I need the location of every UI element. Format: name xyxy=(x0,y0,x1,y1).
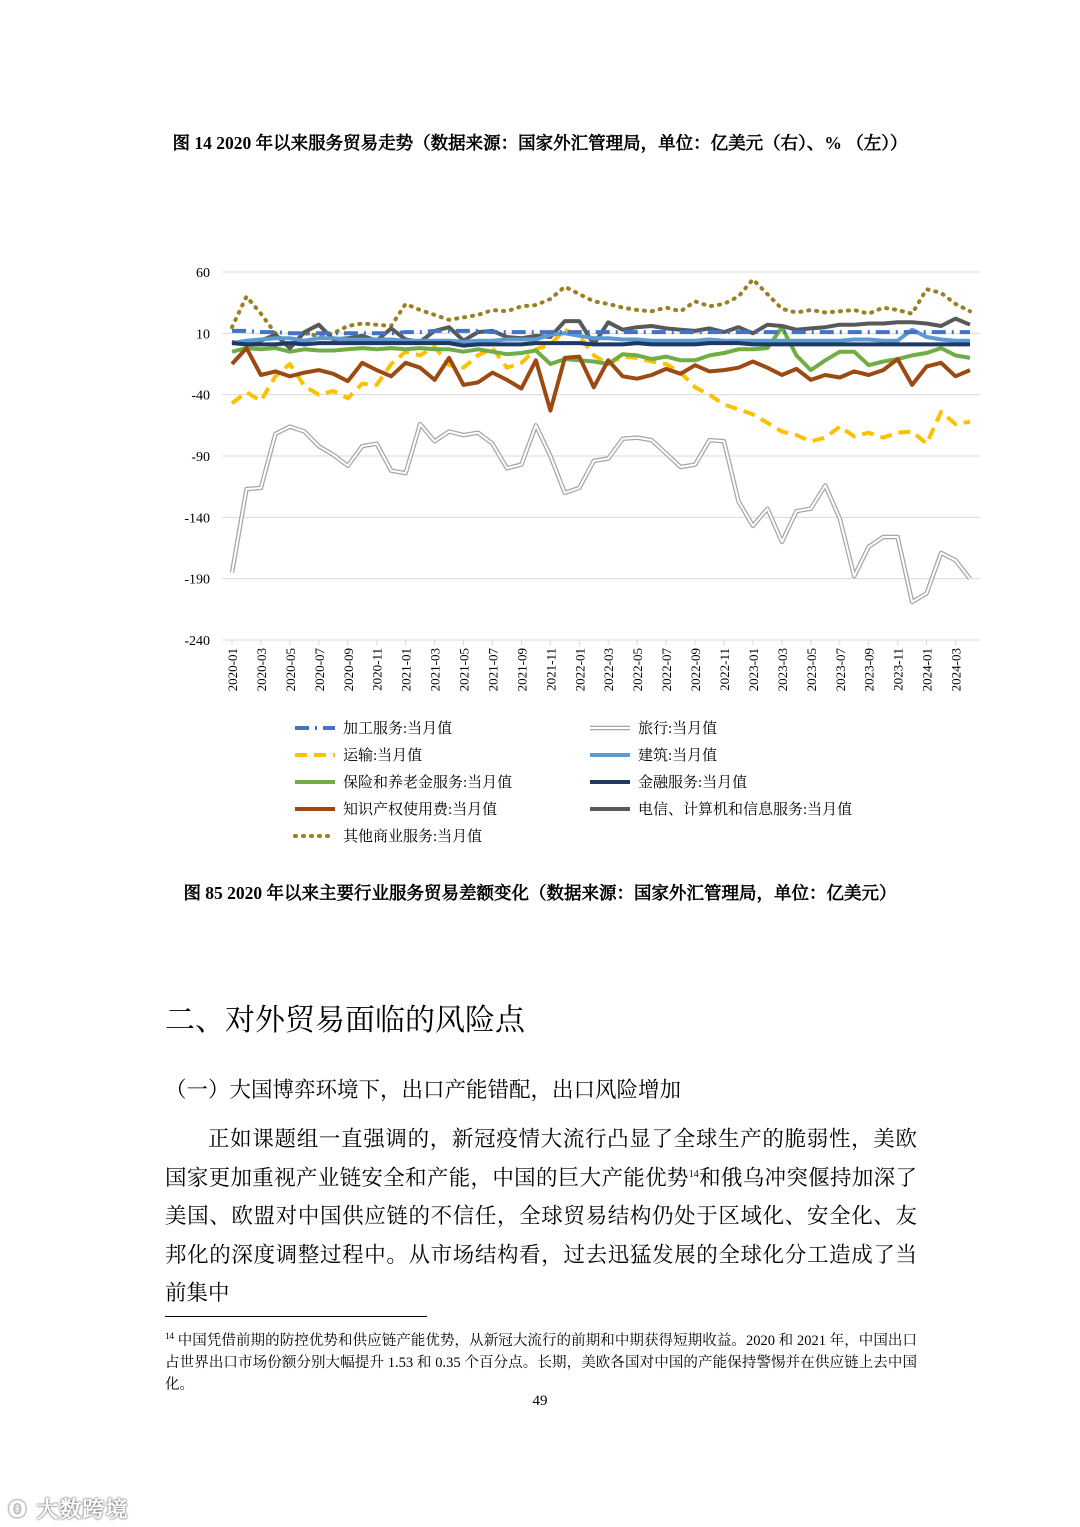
legend-label: 运输:当月值 xyxy=(343,748,423,764)
x-tick-label: 2023-09 xyxy=(861,648,877,692)
y-tick-label: -240 xyxy=(184,634,210,649)
x-tick-label: 2021-07 xyxy=(485,648,501,692)
footnote-ref-mark[interactable]: 14 xyxy=(688,1168,699,1180)
series-line-1 xyxy=(232,424,970,602)
x-tick-label: 2022-03 xyxy=(601,648,617,692)
series-line-5 xyxy=(232,343,970,346)
figure85-caption: 图 85 2020 年以来主要行业服务贸易差额变化（数据来源：国家外汇管理局，单位：亿美元） xyxy=(183,883,897,903)
y-tick-label: -40 xyxy=(191,388,210,404)
footnote-text: 中国凭借前期的防控优势和供应链产能优势，从新冠大流行的前期和中期获得短期收益。2020 和 2021 年，中国出口占世界出口市场份额分别大幅提升 1.53 和 0.35 个百分点。长期，美欧各国对中国的产能保持警惕并在供应链上去中国化。 xyxy=(165,1333,918,1393)
series-line-2 xyxy=(232,330,970,444)
page-number: 49 xyxy=(532,1393,548,1409)
y-tick-label: -140 xyxy=(184,511,210,527)
x-tick-label: 2020-05 xyxy=(282,648,298,692)
paragraph-text-before-ref: 正如课题组一直强调的，新冠疫情大流行凸显了全球生产的脆弱性，美欧国家更加重视产业链安全和产能，中国的巨大产能优势 xyxy=(165,1127,917,1190)
x-tick-label: 2020-11 xyxy=(369,648,385,691)
x-tick-label: 2023-01 xyxy=(745,648,761,692)
section-heading: 二、对外贸易面临的风险点 xyxy=(165,1004,525,1037)
x-tick-label: 2023-05 xyxy=(803,648,819,692)
x-tick-label: 2022-05 xyxy=(630,648,646,692)
subsection-heading: （一）大国博弈环境下，出口产能错配，出口风险增加 xyxy=(165,1078,682,1102)
x-tick-label: 2022-11 xyxy=(717,648,732,691)
series-line-1-inner xyxy=(232,424,970,602)
x-tick-label: 2024-03 xyxy=(948,648,964,692)
y-tick-label: -190 xyxy=(184,572,210,588)
x-tick-label: 2020-03 xyxy=(253,648,269,692)
x-tick-label: 2021-11 xyxy=(543,648,559,691)
x-tick-label: 2024-01 xyxy=(919,648,935,692)
legend-label: 旅行:当月值 xyxy=(638,721,718,737)
legend-label: 金融服务:当月值 xyxy=(638,775,748,791)
legend-label: 知识产权使用费:当月值 xyxy=(343,802,498,818)
y-tick-label: 10 xyxy=(196,327,210,343)
footnote-mark: 14 xyxy=(165,1331,174,1342)
x-tick-label: 2021-09 xyxy=(514,648,530,692)
paragraph-text-after-ref: 和俄乌冲突偃持加深了美国、欧盟对中国供应链的不信任，全球贸易结构仍处于区域化、安全化、友邦化的深度调整过程中。从市场结构看，过去迅猛发展的全球化分工造成了当前集中 xyxy=(165,1165,917,1305)
footnote-divider xyxy=(165,1316,427,1317)
x-tick-label: 2021-01 xyxy=(398,648,414,692)
legend-label: 加工服务:当月值 xyxy=(343,721,453,737)
legend-label: 建筑:当月值 xyxy=(638,748,718,764)
figure14-caption: 图 14 2020 年以来服务贸易走势（数据来源：国家外汇管理局，单位：亿美元（右）、% （左）） xyxy=(172,133,908,153)
x-tick-label: 2022-01 xyxy=(572,648,588,692)
x-tick-label: 2023-07 xyxy=(832,648,848,692)
legend-label: 电信、计算机和信息服务:当月值 xyxy=(638,802,853,818)
x-tick-label: 2022-09 xyxy=(688,648,704,692)
y-tick-label: 60 xyxy=(196,266,210,281)
footnote xyxy=(165,1330,917,1396)
legend-label: 其他商业服务:当月值 xyxy=(343,829,483,845)
x-tick-label: 2021-03 xyxy=(427,648,443,692)
x-tick-label: 2023-03 xyxy=(774,648,790,692)
watermark-logo: ʘ 大数跨境 xyxy=(8,1498,129,1523)
x-tick-label: 2020-09 xyxy=(340,648,356,692)
x-tick-label: 2023-11 xyxy=(890,648,906,691)
y-tick-label: -90 xyxy=(191,450,210,465)
line-chart xyxy=(160,250,1000,850)
watermark-text: 大数跨境 xyxy=(36,1498,129,1523)
x-tick-label: 2022-07 xyxy=(659,648,675,692)
body-paragraph xyxy=(165,1120,917,1313)
legend-label: 保险和养老金服务:当月值 xyxy=(343,775,513,791)
x-tick-label: 2021-05 xyxy=(456,648,472,692)
x-tick-label: 2020-07 xyxy=(311,648,327,692)
x-tick-label: 2020-01 xyxy=(225,648,240,692)
